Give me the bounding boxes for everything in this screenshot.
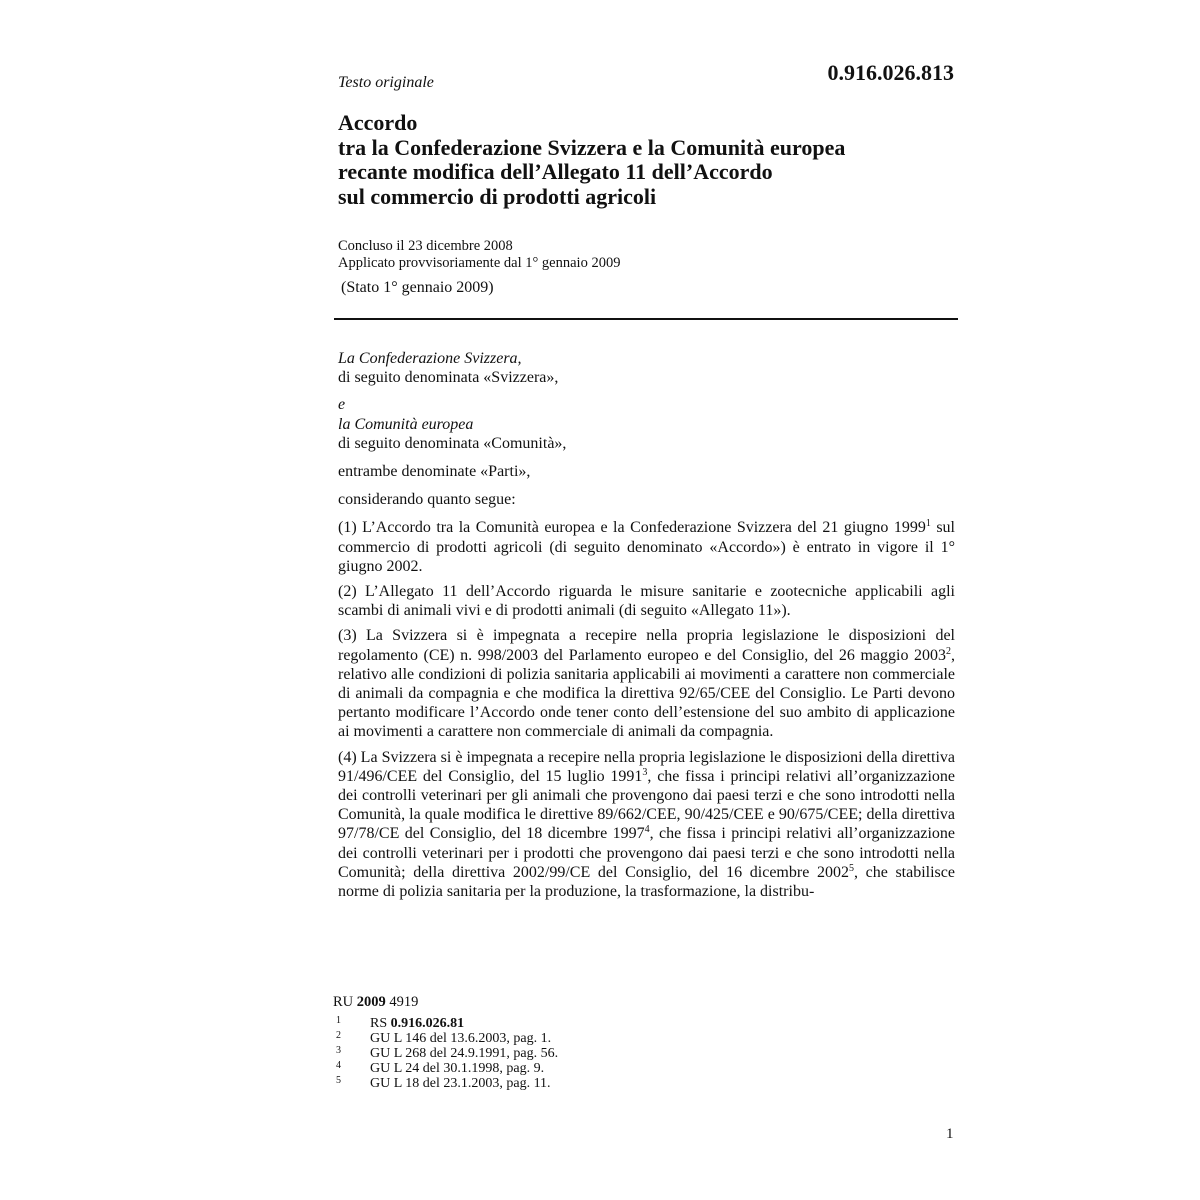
footnote-number: 1	[336, 1015, 341, 1026]
footnote-text: GU L 268 del 24.9.1991, pag. 56.	[370, 1046, 559, 1061]
footnote-text: GU L 146 del 13.6.2003, pag. 1.	[370, 1031, 552, 1046]
title-line: Accordo	[338, 110, 418, 135]
document-body	[338, 349, 955, 907]
title-line: recante modifica dell’Allegato 11 dell’Accordo	[338, 159, 773, 184]
footnote-bold: 0.916.026.81	[390, 1016, 465, 1031]
footnote-number: 2	[336, 1030, 341, 1041]
footnote-number: 5	[336, 1075, 341, 1086]
ru-page: 4919	[389, 994, 419, 1010]
concluded-date: Concluso il 23 dicembre 2008	[338, 238, 513, 254]
recital-3	[338, 626, 955, 741]
applied-date: Applicato provvisoriamente dal 1° gennaio 2009	[338, 254, 621, 271]
dates-block	[338, 238, 620, 271]
recital-4	[338, 748, 955, 902]
party-swiss: La Confederazione Svizzera,	[338, 350, 522, 367]
recital-text: , che fissa i principi relativi all’organizzazione dei controlli veterinari per i prodotti che provengono dai paesi terzi e che sono introdotti nella Comunità; della direttiva 2002/99/CE del Consiglio, del 16 dicembre 2002	[338, 825, 956, 881]
header-divider	[334, 318, 958, 320]
parties-denomination: entrambe denominate «Parti»,	[338, 463, 531, 481]
page-number: 1	[946, 1126, 954, 1142]
ru-year: 2009	[356, 994, 386, 1010]
recital-text: , che stabilisce norme di polizia sanitaria per la produzione, la trasformazione, la distribu-	[338, 863, 955, 901]
recital-text: sul commercio di prodotti agricoli (di seguito denominato «Accordo») è entrato in vigore il 1° giugno 2002.	[338, 519, 955, 575]
footnote	[336, 1076, 558, 1091]
title-line: tra la Confederazione Svizzera e la Comunità europea	[338, 134, 846, 160]
recital-text: (4) La Svizzera si è impegnata a recepire nella propria legislazione le disposizioni della direttiva 91/496/CEE del Consiglio, del 15 luglio 1991	[338, 748, 955, 785]
sr-number: 0.916.026.813	[827, 60, 954, 85]
party-ec: la Comunità europea	[338, 415, 474, 433]
recital-text: , relativo alle condizioni di polizia sanitaria applicabili ai movimenti a carattere non commerciale di animali da compagnia e che modifica la direttiva 92/65/CEE del Consiglio. Le Parti devono pertanto modificare l’Accordo onde tener conto dell’estensione del suo ambito di applicazione ai movimenti a carattere non commerciale di animali da compagnia.	[338, 646, 955, 741]
original-text-label: Testo originale	[338, 74, 434, 91]
footnote-ref: 4	[644, 824, 650, 836]
footnote-text: GU L 18 del 23.1.2003, pag. 11.	[370, 1076, 551, 1091]
status-date: (Stato 1° gennaio 2009)	[341, 279, 494, 296]
footnote-text: GU L 24 del 30.1.1998, pag. 9.	[370, 1061, 545, 1076]
party-ec-denomination: di seguito denominata «Comunità»,	[338, 434, 567, 452]
title-line: sul commercio di prodotti agricoli	[338, 183, 657, 209]
footnote-ref: 1	[925, 518, 931, 530]
footnote-ref: 3	[642, 766, 648, 778]
recital-text: (3) La Svizzera si è impegnata a recepire nella propria legislazione le disposizioni del regolamento (CE) n. 998/2003 del Parlamento europeo e del Consiglio, del 26 maggio 2003	[338, 627, 955, 664]
considering-line: considerando quanto segue:	[338, 491, 516, 509]
footnotes	[336, 1016, 558, 1091]
footnote-prefix: RS	[370, 1016, 388, 1031]
footnote-text	[370, 1016, 464, 1031]
document-title	[338, 111, 958, 209]
recital-text: (1) L’Accordo tra la Comunità europea e la Confederazione Svizzera del 21 giugno 1999	[338, 519, 926, 537]
recital-1	[338, 518, 955, 576]
party-swiss-denomination: di seguito denominata «Svizzera»,	[338, 369, 559, 387]
ru-reference	[333, 994, 418, 1011]
recital-text: , che fissa i principi relativi all’organizzazione dei controlli veterinari per gli animali che provengono dai paesi terzi e che sono introdotti nella Comunità, la quale modifica le direttive 89/662/CEE, 90/425/CEE e 90/675/CEE; della direttiva 97/78/CE del Consiglio, del 18 dicembre 1997	[338, 767, 955, 843]
footnote-number: 4	[336, 1060, 341, 1071]
footnote-number: 3	[336, 1045, 341, 1056]
footnote-ref: 5	[848, 862, 854, 874]
recital-2: (2) L’Allegato 11 dell’Accordo riguarda le misure sanitarie e zootecniche applicabili agli scambi di animali vivi e di prodotti animali (di seguito «Allegato 11»).	[338, 583, 955, 620]
ru-prefix: RU	[333, 994, 354, 1010]
conjunction: e	[338, 396, 346, 414]
footnote-ref: 2	[946, 645, 951, 657]
